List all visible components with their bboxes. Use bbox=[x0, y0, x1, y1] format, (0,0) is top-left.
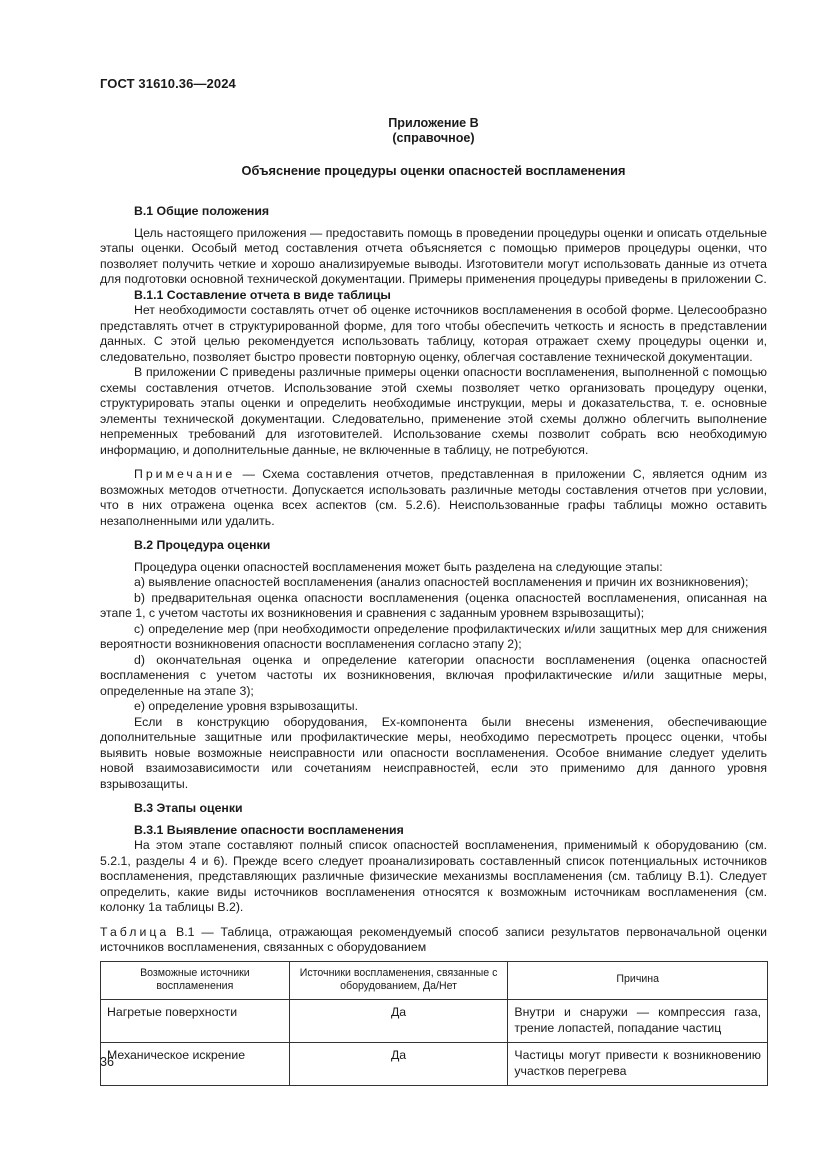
table-row bbox=[101, 1042, 768, 1085]
table-cell: Да bbox=[289, 999, 508, 1042]
list-item: a) выявление опасностей воспламенения (анализ опасностей воспламенения и причин их возникновения); bbox=[134, 575, 749, 589]
annex-title: Приложение B bbox=[388, 116, 479, 130]
section-b1-heading: B.1 Общие положения bbox=[134, 204, 270, 218]
note-paragraph bbox=[100, 467, 767, 529]
annex-subtitle: (справочное) bbox=[392, 131, 475, 145]
section-b11-paragraph-1: Нет необходимости составлять отчет об оценке источников воспламенения в особой форме. Целесообразно представлять отчет в структурированной форме, для того чтобы обеспечить четкость и ясность в представлении данных. С этой целью рекомендуется использовать таблицу, которая отражает схему процедуры оценки и, следовательно, позволяет быстро провести повторную оценку, облегчая составление технической документации. bbox=[100, 303, 767, 364]
list-item: b) предварительная оценка опасности воспламенения (оценка опасностей воспламенения, описанная на этапе 1, с учетом частоты их возникновения и сравнения с заданным уровнем взрывозащиты); bbox=[100, 590, 767, 620]
section-b2-heading: B.2 Процедура оценки bbox=[134, 538, 271, 552]
table-cell: Механическое искрение bbox=[101, 1042, 290, 1085]
table-cell: Да bbox=[289, 1042, 508, 1085]
list-item: d) окончательная оценка и определение категории опасности воспламенения (оценка опасностей воспламенения с учетом частоты их возникновения, включая профилактические и/или защитные меры, определенные на этапе 3); bbox=[100, 652, 767, 698]
table-header-cell: Возможные источники воспламенения bbox=[101, 961, 290, 999]
note-label: Примечание bbox=[134, 467, 236, 481]
table-caption bbox=[100, 925, 767, 956]
table-caption-text: B.1 — Таблица, отражающая рекомендуемый способ записи результатов первоначальной оценки источников воспламенения, связанных с оборудованием bbox=[100, 924, 767, 954]
section-b2-intro: Процедура оценки опасностей воспламенения может быть разделена на следующие этапы: bbox=[134, 559, 663, 574]
document-standard-header: ГОСТ 31610.36—2024 bbox=[100, 76, 236, 91]
section-b3-heading: B.3 Этапы оценки bbox=[134, 801, 243, 815]
table-header-cell: Причина bbox=[508, 961, 768, 999]
ignition-sources-table bbox=[100, 961, 768, 1086]
note-text: — Схема составления отчетов, представленная в приложении C, является одним из возможных методов отчетности. Допускается использовать различные методы составления отчетов при условии, что в них отражена оценка всех аспектов (см. 5.2.6). Неиспользованные графы таблицы можно оставить незаполненными или удалить. bbox=[100, 467, 767, 528]
section-b1-paragraph: Цель настоящего приложения — предоставить помощь в проведении процедуры оценки и описать отдельные этапы оценки. Особый метод составления отчета объясняется с помощью примеров процедуры оценки, что позволяет получить четкие и хорошо анализируемые выводы. Изготовители могут использовать данные из отчета для подготовки основной технической документации. Примеры применения процедуры приведены в приложении C. bbox=[100, 225, 767, 286]
table-caption-label: Таблица bbox=[100, 924, 170, 939]
table-header-row bbox=[101, 961, 768, 999]
table-row bbox=[101, 999, 768, 1042]
section-b31-paragraph: На этом этапе составляют полный список опасностей воспламенения, применимый к оборудованию (см. 5.2.1, разделы 4 и 6). Прежде всего следует проанализировать составленный список потенциальных источников воспламенения, представляющих различные физические механизмы воспламенения (см. таблицу B.1). Следует определить, какие виды источников воспламенения относятся к возможным источникам воспламенения (см. колонку 1a таблицы B.2). bbox=[100, 838, 767, 914]
annex-title-block bbox=[100, 116, 767, 146]
page-number: 36 bbox=[100, 1055, 115, 1069]
section-b31-heading: B.3.1 Выявление опасности воспламенения bbox=[134, 822, 404, 837]
table-cell: Частицы могут привести к возникновению участков перегрева bbox=[508, 1042, 768, 1085]
document-body bbox=[100, 204, 767, 1086]
list-item: e) определение уровня взрывозащиты. bbox=[134, 699, 359, 713]
section-b11-paragraph-2: В приложении C приведены различные примеры оценки опасности воспламенения, выполненной с помощью схемы составления отчетов. Использование этой схемы позволяет четко организовать процедуру оценки, структурировать этапы оценки и определить необходимые инструкции, меры и доказательства, т. е. основные элементы технической документации. Следовательно, применение этой схемы должно облегчить выполнение непременных требований для изготовителей. Использование схемы позволит собрать всю необходимую информацию, и дополнительные данные, не включенные в таблицу, не потребуются. bbox=[100, 365, 767, 457]
list-item: c) определение мер (при необходимости определение профилактических и/или защитных мер для снижения вероятности возникновения опасности воспламенения согласно этапу 2); bbox=[100, 621, 767, 651]
section-b11-heading: B.1.1 Составление отчета в виде таблицы bbox=[134, 287, 391, 302]
table-cell: Нагретые поверхности bbox=[101, 999, 290, 1042]
main-title: Объяснение процедуры оценки опасностей воспламенения bbox=[241, 163, 626, 178]
section-b2-paragraph: Если в конструкцию оборудования, Ex-компонента были внесены изменения, обеспечивающие дополнительные защитные или профилактические меры, необходимо пересмотреть процесс оценки, чтобы выявить новые возможные неисправности или опасности воспламенения. Особое внимание следует уделить новой взаимозависимости или сочетаниям неисправностей, если это применимо для данного уровня взрывозащиты. bbox=[100, 714, 767, 791]
table-cell: Внутри и снаружи — компрессия газа, трение лопастей, попадание частиц bbox=[508, 999, 768, 1042]
table-header-cell: Источники воспламенения, связанные с оборудованием, Да/Нет bbox=[289, 961, 508, 999]
